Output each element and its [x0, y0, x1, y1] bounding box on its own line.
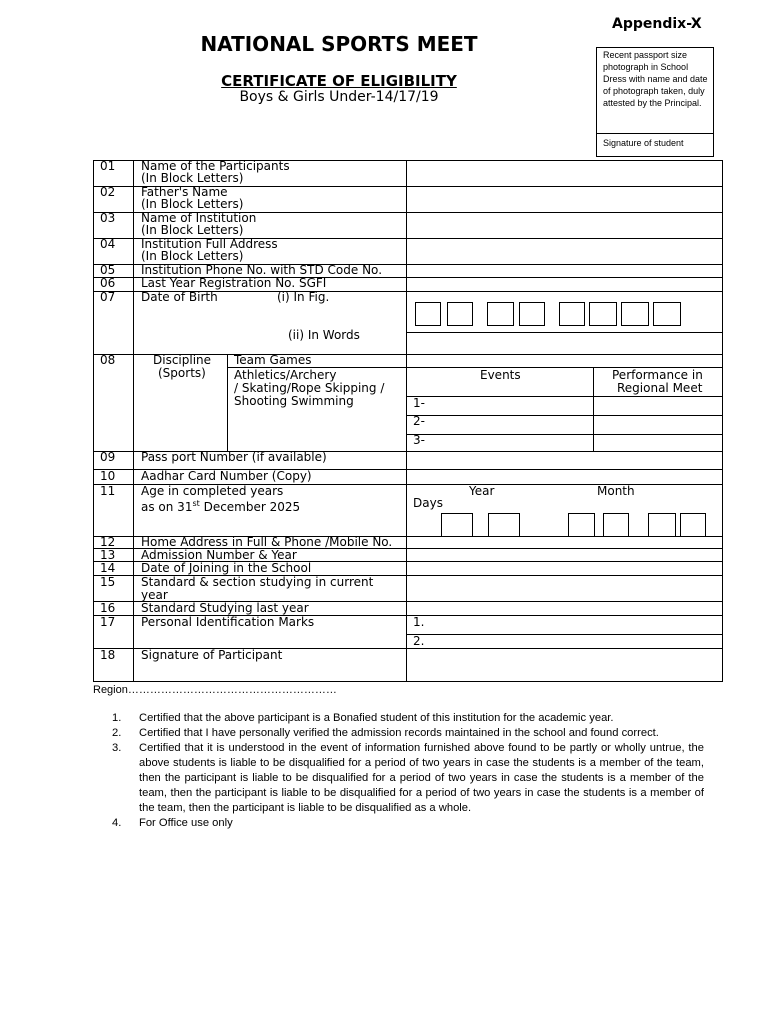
identification-mark-number: 1. [413, 615, 425, 629]
age-year-label: Year [469, 484, 495, 498]
appendix-label: Appendix-X [612, 16, 702, 32]
row-number: 15 [100, 575, 116, 589]
block-letters-note: (In Block Letters) [141, 171, 244, 185]
performance-field[interactable] [594, 435, 722, 450]
note-number: 2. [112, 727, 122, 739]
region-label: Region………………………………………………… [93, 684, 337, 696]
note-text: For Office use only [139, 817, 233, 829]
dob-in-figures-label: (i) In Fig. [277, 290, 330, 304]
home-address-label: Home Address in Full & Phone /Mobile No. [141, 535, 393, 549]
certificate-title: CERTIFICATE OF ELIGIBILITY [221, 72, 457, 90]
note-text: Certified that the above participant is a Bonafied student of this institution for the academic year. [139, 712, 614, 724]
team-games-label: Team Games [234, 353, 312, 367]
age-days-box[interactable] [680, 513, 706, 537]
certification-notes [112, 711, 704, 831]
photo-instruction: Recent passport size photograph in School Dress with name and date of photograph taken, duly attested by the Principal. [603, 50, 708, 108]
date-of-joining-field[interactable] [407, 562, 722, 575]
team-games-field[interactable] [407, 355, 722, 367]
row-number: 02 [100, 185, 116, 199]
dob-digit-box[interactable] [559, 302, 585, 326]
row-number: 13 [100, 548, 116, 562]
last-year-standard-label: Standard Studying last year [141, 601, 309, 615]
participant-name-label: Name of the Participants [141, 159, 290, 173]
institution-name-label: Name of Institution [141, 211, 257, 225]
row-number: 12 [100, 535, 116, 549]
performance-field[interactable] [594, 397, 722, 414]
note-item [112, 816, 704, 831]
admission-number-label: Admission Number & Year [141, 548, 297, 562]
passport-number-field[interactable] [407, 452, 722, 469]
institution-address-label: Institution Full Address [141, 237, 278, 251]
events-header: Events [480, 368, 521, 382]
row-number: 10 [100, 469, 116, 483]
athletics-label-line3: Shooting Swimming [234, 394, 354, 408]
note-number: 3. [112, 742, 122, 754]
athletics-label-line1: Athletics/Archery [234, 368, 337, 382]
institution-phone-field[interactable] [407, 265, 722, 277]
row-number: 14 [100, 561, 116, 575]
discipline-column-divider [227, 354, 228, 451]
identification-mark-field[interactable] [425, 635, 722, 648]
aadhar-number-label: Aadhar Card Number (Copy) [141, 469, 312, 483]
institution-address-field[interactable] [407, 239, 722, 264]
current-standard-label-line2: year [141, 588, 168, 602]
event-row-label: 3- [413, 433, 425, 447]
dob-digit-box[interactable] [487, 302, 514, 326]
block-letters-note: (In Block Letters) [141, 249, 244, 263]
age-days-box[interactable] [648, 513, 676, 537]
event-row-label: 2- [413, 414, 425, 428]
aadhar-number-field[interactable] [407, 470, 722, 484]
sports-label: (Sports) [158, 366, 206, 380]
age-year-box[interactable] [488, 513, 520, 537]
age-days-label: Days [413, 496, 443, 510]
row-number: 06 [100, 276, 116, 290]
event-row-label: 1- [413, 396, 425, 410]
event-field[interactable] [425, 416, 592, 433]
row-number: 01 [100, 159, 116, 173]
performance-header-line1: Performance in [612, 368, 703, 382]
age-month-box[interactable] [568, 513, 595, 537]
dob-digit-box[interactable] [621, 302, 649, 326]
discipline-label: Discipline [153, 353, 212, 367]
registration-number-label: Last Year Registration No. SGFI [141, 276, 327, 290]
home-address-field[interactable] [407, 537, 722, 548]
note-number: 1. [112, 712, 122, 724]
participant-signature-field[interactable] [407, 649, 722, 681]
institution-name-field[interactable] [407, 213, 722, 238]
row-number: 09 [100, 450, 116, 464]
event-field[interactable] [425, 397, 592, 414]
performance-header-line2: Regional Meet [617, 381, 703, 395]
dob-digit-box[interactable] [415, 302, 441, 326]
identification-mark-number: 2. [413, 634, 425, 648]
participant-name-field[interactable] [407, 161, 722, 186]
row-number: 04 [100, 237, 116, 251]
passport-number-label: Pass port Number (if available) [141, 450, 327, 464]
participant-signature-label: Signature of Participant [141, 648, 283, 662]
age-label-line1: Age in completed years [141, 484, 284, 498]
note-text: Certified that I have personally verified the admission records maintained in the school and found correct. [139, 727, 659, 739]
dob-digit-box[interactable] [653, 302, 681, 326]
note-number: 4. [112, 817, 122, 829]
age-month-label: Month [597, 484, 635, 498]
row-number: 08 [100, 353, 116, 367]
identification-mark-field[interactable] [425, 616, 722, 634]
row-number: 17 [100, 615, 116, 629]
age-month-box[interactable] [603, 513, 629, 537]
registration-number-field[interactable] [407, 278, 722, 291]
admission-number-field[interactable] [407, 549, 722, 561]
identification-marks-label: Personal Identification Marks [141, 615, 315, 629]
row-number: 18 [100, 648, 116, 662]
student-signature-label: Signature of student [603, 138, 684, 148]
block-letters-note: (In Block Letters) [141, 223, 244, 237]
dob-digit-box[interactable] [589, 302, 617, 326]
block-letters-note: (In Block Letters) [141, 197, 244, 211]
row-number: 16 [100, 601, 116, 615]
dob-digit-box[interactable] [447, 302, 473, 326]
age-date-superscript: st [192, 499, 200, 508]
note-item [112, 726, 704, 741]
father-name-field[interactable] [407, 187, 722, 212]
note-item [112, 711, 704, 726]
dob-in-words-field[interactable] [407, 333, 722, 354]
row-number: 05 [100, 263, 116, 277]
dob-in-words-label: (ii) In Words [288, 328, 360, 342]
current-standard-label: Standard & section studying in current [141, 575, 374, 589]
row-line [93, 681, 723, 682]
dob-digit-box[interactable] [519, 302, 545, 326]
age-date-suffix: December 2025 [199, 500, 301, 514]
note-item [112, 741, 704, 816]
age-year-box[interactable] [441, 513, 473, 537]
date-of-joining-label: Date of Joining in the School [141, 561, 312, 575]
age-date-prefix: as on 31 [141, 500, 193, 514]
father-name-label: Father's Name [141, 185, 228, 199]
note-text: Certified that it is understood in the event of information furnished above found to be partly or wholly untrue, the above students is liable to be disqualified for a period of two years in case the students is a member of the team, then the participant is liable to be disqualified for a period of two years in case the students is a member of the team, then the participant is liable to be disqualified for a period of two years in case the students is a member of the team, then the participant is liable to be disqualified as a whole. [139, 742, 704, 814]
category-subtitle: Boys & Girls Under-14/17/19 [239, 89, 439, 105]
row-number: 11 [100, 484, 116, 498]
row-number: 03 [100, 211, 116, 225]
age-label-line2 [141, 497, 300, 514]
row-number: 07 [100, 290, 116, 304]
page-title: NATIONAL SPORTS MEET [200, 32, 478, 56]
institution-phone-label: Institution Phone No. with STD Code No. [141, 263, 383, 277]
performance-field[interactable] [594, 416, 722, 433]
athletics-label-line2: / Skating/Rope Skipping / [234, 381, 385, 395]
date-of-birth-label: Date of Birth [141, 290, 218, 304]
last-year-standard-field[interactable] [407, 602, 722, 615]
current-standard-field[interactable] [407, 576, 722, 601]
event-field[interactable] [425, 435, 592, 450]
